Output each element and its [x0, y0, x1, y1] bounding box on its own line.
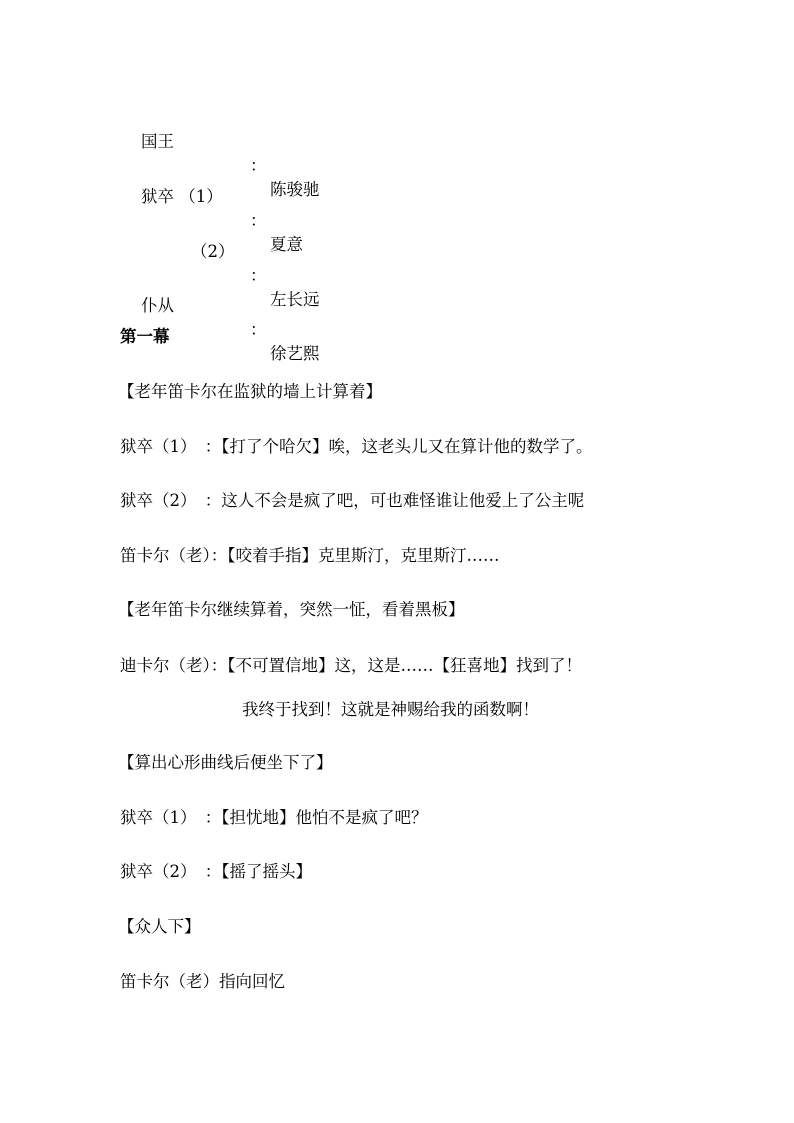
- role-name: 国王: [140, 132, 174, 151]
- role-name: （2）: [190, 242, 235, 261]
- stage-direction: 【算出心形曲线后便坐下了】: [118, 753, 333, 772]
- role-name: 狱卒 （1）: [140, 187, 223, 206]
- dialogue-continuation: 我终于找到！这就是神赐给我的函数啊！: [242, 700, 539, 719]
- actor-name: 左长远: [270, 290, 320, 309]
- stage-direction: 【老年笛卡尔在监狱的墙上计算着】: [118, 382, 382, 401]
- role-colon: ：: [250, 156, 267, 175]
- role-colon: ：: [250, 320, 267, 339]
- dialogue-line: 狱卒（1） ：【担忧地】他怕不是疯了吧？: [120, 808, 428, 827]
- role-colon: ：: [250, 266, 267, 285]
- actor-name: 陈骏驰: [270, 180, 320, 199]
- actor-name: 夏意: [270, 235, 303, 254]
- act-title: 第一幕: [120, 327, 170, 346]
- dialogue-line: 狱卒（1） ：【打了个哈欠】唉，这老头儿又在算计他的数学了。: [120, 437, 593, 456]
- stage-direction: 【众人下】: [118, 917, 201, 936]
- dialogue-line: 迪卡尔（老）：【不可置信地】这，这是……【狂喜地】找到了！: [120, 656, 582, 675]
- dialogue-line: 狱卒（2） ：这人不会是疯了吧，可也难怪谁让他爱上了公主呢: [120, 491, 585, 510]
- dialogue-line: 笛卡尔（老）指向回忆: [120, 972, 285, 991]
- role-name: 仆从: [140, 296, 174, 315]
- dialogue-line: 狱卒（2） ：【摇了摇头】: [120, 862, 312, 881]
- dialogue-line: 笛卡尔（老）：【咬着手指】克里斯汀，克里斯汀……: [120, 546, 500, 565]
- stage-direction: 【老年笛卡尔继续算着，突然一怔，看着黑板】: [118, 600, 465, 619]
- role-colon: ：: [250, 211, 267, 230]
- actor-name: 徐艺熙: [270, 344, 320, 363]
